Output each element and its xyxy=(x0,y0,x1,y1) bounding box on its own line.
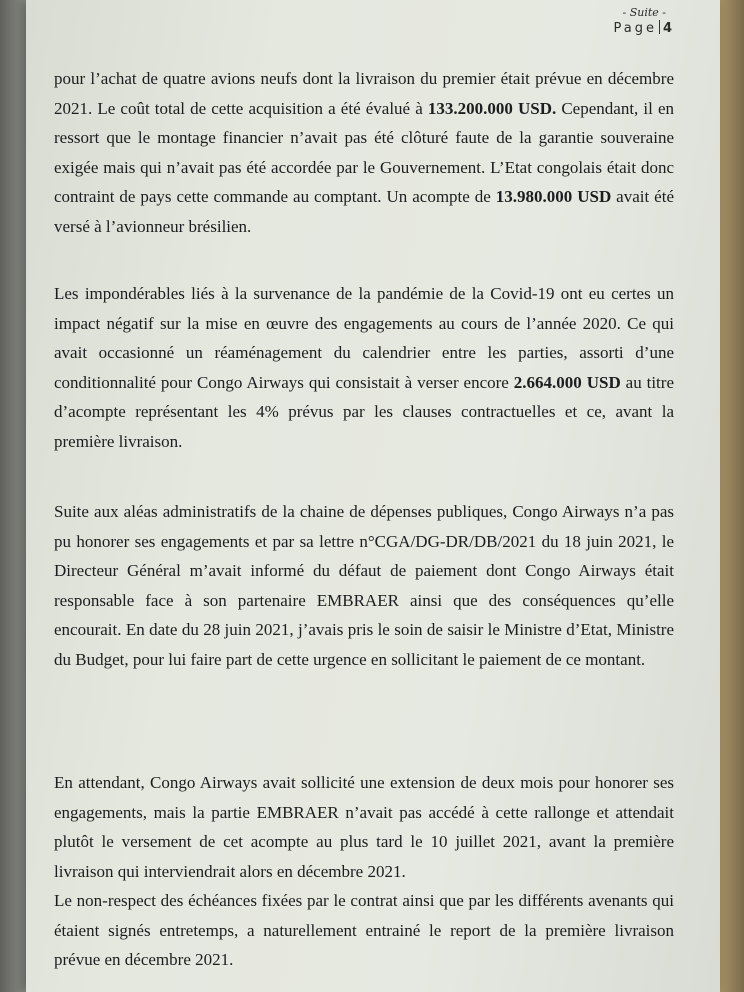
paragraph-4 xyxy=(54,768,674,975)
paragraph-2 xyxy=(54,279,674,456)
p2-amount: 2.664.000 USD xyxy=(513,372,621,392)
p2-text-b: au titre d’acompte représentant les 4% prévus par les clauses contractuelles et ce, avant la première livraison. xyxy=(54,372,674,451)
p1-text-c: avait été versé à l’avionneur brésilien. xyxy=(54,187,674,236)
page-header xyxy=(613,6,672,37)
p1-text-a: pour l’achat de quatre avions neufs dont la livraison du premier était prévue en décembre 2021. Le coût total de cette acquisition a été évalué à xyxy=(54,69,674,118)
p2-text-a: Les impondérables liés à la survenance de la pandémie de la Covid-19 ont eu certes un impact négatif sur la mise en œuvre des engagements au cours de l’année 2020. Ce qui avait occasionné un réaménagement du calendrier entre les parties, assorti d’une conditionnalité pour Congo Airways qui consistait à verser encore xyxy=(54,284,674,392)
p1-amount-deposit: 13.980.000 USD xyxy=(495,187,612,206)
p3-text: Suite aux aléas administratifs de la chaine de dépenses publiques, Congo Airways n’a pas pu honorer ses engagements et par sa lettre n°CGA/DG-DR/DB/2021 du 18 juin 2021, le Directeur Général m’avait informé du défaut de paiement dont Congo Airways était responsable face à son partenaire EMBRAER ainsi que des conséquences qu’elle encourait. En date du 28 juin 2021, j’avais pris le soin de saisir le Ministre d’Etat, Ministre du Budget, pour lui faire part de cette urgence en sollicitant le paiement de ce montant. xyxy=(54,502,674,669)
page-number: 4 xyxy=(662,21,672,36)
paragraph-3 xyxy=(54,497,674,674)
suite-label: - Suite - xyxy=(622,6,666,19)
p1-text-b: Cependant, il en ressort que le montage financier n’avait pas été clôturé faute de la garantie souveraine exigée mais qui n’avait pas été accordée par le Gouvernement. L’Etat congolais était donc contraint de pays cette commande au comptant. Un acompte de xyxy=(54,98,674,206)
p5-text: Le non-respect des échéances fixées par le contrat ainsi que par les différents avenants qui étaient signés entretemps, a naturellement entrainé le report de la première livraison prévue en décembre 2021. xyxy=(54,891,674,969)
paragraph-1 xyxy=(54,64,674,241)
p4-text: En attendant, Congo Airways avait sollicité une extension de deux mois pour honorer ses engagements, mais la partie EMBRAER n’avait pas accédé à cette rallonge et attendait plutôt le versement de cet acompte au plus tard le 10 juillet 2021, avant la première livraison qui interviendrait alors en décembre 2021. xyxy=(54,773,674,881)
page-separator xyxy=(659,20,660,34)
page-number-label xyxy=(613,21,672,36)
page-label: Page xyxy=(613,21,657,36)
p1-amount-total: 133.200.000 USD. xyxy=(427,98,557,118)
